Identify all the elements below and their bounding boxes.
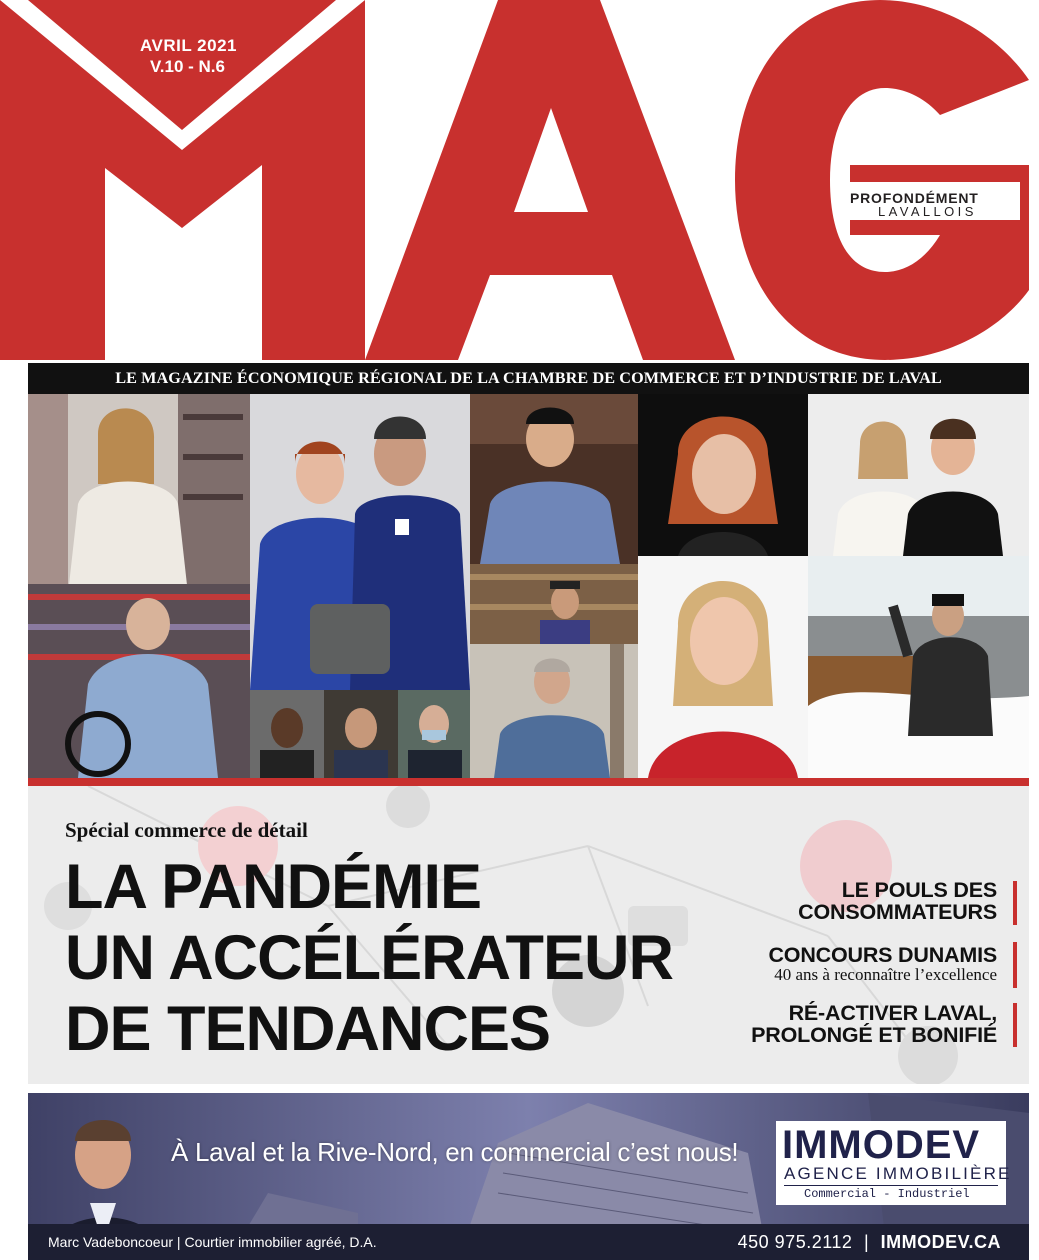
immodev-logo-rule [784,1185,998,1186]
feature-headline-line3: DE TENDANCES [65,994,551,1064]
subtitle-bar: LE MAGAZINE ÉCONOMIQUE RÉGIONAL DE LA CHAMBRE DE COMMERCE ET D’INDUSTRIE DE LAVAL [28,363,1029,394]
photo-bookstore-man [470,564,638,644]
immodev-logo-type: Commercial - Industriel [804,1187,970,1201]
feature-headline-line1: LA PANDÉMIE [65,852,482,922]
ad-footer-bar [28,1224,1029,1260]
ad-agent-name: Marc Vadeboncoeur | Courtier immobilier agréé, D.A. [48,1234,377,1250]
immodev-logo[interactable] [776,1121,1012,1205]
photo-woman-red-jacket [638,556,808,778]
masthead [0,0,1039,360]
photo-two-women [808,394,1029,556]
mag-logo-letter-g [735,0,1029,360]
courrier-logo-line2: LAVAL.com [171,318,243,333]
courrier-logo-line1: COURRIER [128,300,231,322]
teaser-reactivate-laval-line1[interactable]: RÉ-ACTIVER LAVAL, [788,1001,997,1025]
teaser-reactivate-laval-line2[interactable]: PROLONGÉ ET BONIFIÉ [751,1023,997,1047]
teaser-consumer-pulse-line2[interactable]: CONSOMMATEURS [798,900,997,924]
photo-man-winter-terrace [808,556,1029,778]
photo-couple-shoe-store [250,394,470,690]
teaser-consumer-pulse-line1[interactable]: LE POULS DES [841,878,997,902]
issue-volume: V.10 - N.6 [150,57,225,76]
immodev-logo-name: IMMODEV [782,1123,981,1167]
ad-phone-number[interactable]: 450 975.2112 [737,1232,853,1252]
ad-contact [738,1232,1001,1253]
ad-website-link[interactable]: IMMODEV.CA [880,1232,1001,1252]
teaser-accent-bar [1013,881,1017,925]
teaser-accent-bar [1013,1003,1017,1047]
red-divider [28,778,1029,786]
feature-headline-line2: UN ACCÉLÉRATEUR [65,923,673,993]
teaser-accent-bar [1013,942,1017,988]
teaser-dunamis-subtitle: 40 ans à reconnaître l’excellence [774,965,997,984]
feature-kicker: Spécial commerce de détail [65,818,308,842]
teaser-dunamis-contest[interactable]: CONCOURS DUNAMIS [768,943,997,967]
photo-older-man-outdoors [470,644,638,778]
immodev-logo-agency: AGENCE IMMOBILIÈRE [784,1164,1012,1183]
photo-mosaic [28,394,1029,778]
tagline-line2: LAVALLOIS [878,204,977,219]
photo-bookstore-bike-shop [28,394,250,778]
issue-date: AVRIL 2021 [140,36,237,55]
photo-woman-red-hair [638,394,808,556]
ad-separator: | [863,1232,870,1252]
photo-man-shirt [470,394,638,564]
collaboration-label: EN COLLABORATION AVEC [162,286,249,293]
tagline-line1: PROFONDÉMENT [850,190,979,206]
cover-feature [28,786,1029,1084]
immodev-advertisement[interactable] [28,1093,1029,1260]
courrier-laval-logo[interactable] [128,300,243,336]
ad-slogan: À Laval et la Rive-Nord, en commercial c’est nous! [171,1137,739,1167]
photo-three-men [250,690,470,778]
